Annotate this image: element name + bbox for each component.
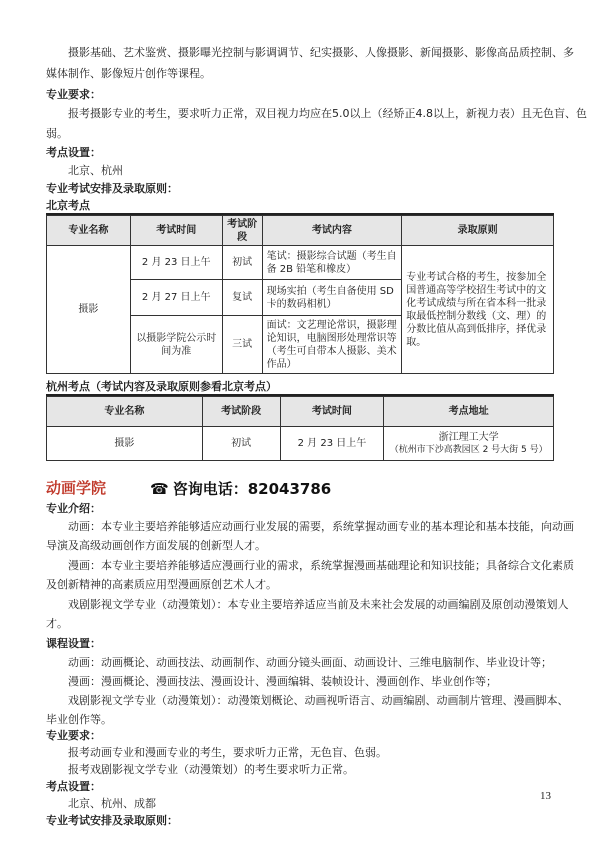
anim-site-text: 北京、杭州、成都 — [68, 797, 156, 810]
beijing-site-title: 北京考点 — [46, 199, 90, 212]
table-header-row — [47, 216, 554, 246]
course-line-2: 媒体制作、影像短片创作等课程。 — [46, 67, 211, 80]
beijing-exam-table — [46, 215, 554, 374]
photo-req-title: 专业要求： — [46, 88, 101, 101]
header-principle: 录取原则 — [402, 216, 554, 246]
table-row — [47, 246, 554, 280]
phone-line — [150, 478, 331, 499]
header-time: 考试时间 — [280, 397, 384, 427]
cell-content: 现场实拍（考生自备使用 SD 卡的数码相机） — [262, 280, 402, 316]
phone-label: 咨询电话： — [172, 480, 248, 498]
cell-stage: 复试 — [222, 280, 262, 316]
photo-site-title: 考点设置： — [46, 146, 101, 159]
cell-time: 以摄影学院公示时间为准 — [130, 316, 222, 374]
anim-req-title: 专业要求： — [46, 729, 101, 742]
anim-intro-line-4: 及创新精神的高素质应用型漫画原创艺术人才。 — [46, 578, 277, 591]
anim-intro-title: 专业介绍： — [46, 502, 101, 515]
cell-stage: 三试 — [222, 316, 262, 374]
header-major: 专业名称 — [47, 397, 203, 427]
table-header-row — [47, 397, 554, 427]
anim-intro-line-3: 漫画：本专业主要培养能够适应漫画行业的需求，系统掌握漫画基础理论和知识技能；具备综合文化素质 — [68, 559, 574, 572]
course-line-1: 摄影基础、艺术鉴赏、摄影曝光控制与影调调节、纪实摄影、人像摄影、新闻摄影、影像高品质控制、多 — [68, 46, 574, 59]
photo-exam-title: 专业考试安排及录取原则： — [46, 182, 178, 195]
cell-principle: 专业考试合格的考生，按参加全国普通高等学校招生考试中的文化考试成绩与所在省本科一批录取最低控制分数线（文、理）的分数比值从高到低排序，择优录取。 — [402, 246, 554, 374]
page-number: 13 — [540, 790, 551, 802]
school-title: 动画学院 — [46, 479, 107, 497]
photo-req-line-2: 弱。 — [46, 127, 68, 140]
hangzhou-site-title: 杭州考点（考试内容及录取原则参看北京考点） — [46, 380, 277, 393]
cell-address — [384, 427, 554, 461]
anim-course-line-3: 戏剧影视文学专业（动漫策划）：动漫策划概论、动画视听语言、动画编剧、动画制片管理、漫画脚本、 — [68, 694, 569, 707]
anim-intro-line-6: 才。 — [46, 617, 68, 630]
cell-time: 2 月 23 日上午 — [130, 246, 222, 280]
phone-number: 82043786 — [247, 480, 332, 498]
anim-course-title: 课程设置： — [46, 637, 101, 650]
header-major: 专业名称 — [47, 216, 131, 246]
anim-course-line-1: 动画：动画概论、动画技法、动画制作、动画分镜头画面、动画设计、三维电脑制作、毕业设计等； — [68, 656, 552, 669]
anim-req-line-1: 报考动画专业和漫画专业的考生，要求听力正常，无色盲、色弱。 — [68, 746, 387, 759]
cell-time: 2 月 27 日上午 — [130, 280, 222, 316]
photo-site-text: 北京、杭州 — [68, 164, 123, 177]
cell-content: 笔试：摄影综合试题（考生自备 2B 铅笔和橡皮） — [262, 246, 402, 280]
anim-intro-line-1: 动画：本专业主要培养能够适应动画行业发展的需要，系统掌握动画专业的基本理论和基本技能，向动画 — [68, 520, 574, 533]
address-detail: （杭州市下沙高教园区 2 号大街 5 号） — [389, 444, 548, 455]
cell-major: 摄影 — [47, 246, 131, 374]
anim-course-line-2: 漫画：漫画概论、漫画技法、漫画设计、漫画编辑、装帧设计、漫画创作、毕业创作等； — [68, 675, 497, 688]
header-time: 考试时间 — [130, 216, 222, 246]
anim-intro-line-5: 戏剧影视文学专业（动漫策划）：本专业主要培养适应当前及未来社会发展的动画编剧及原创动漫策划人 — [68, 598, 569, 611]
anim-req-line-2: 报考戏剧影视文学专业（动漫策划）的考生要求听力正常。 — [68, 763, 354, 776]
header-stage: 考试阶段 — [222, 216, 262, 246]
anim-site-title: 考点设置： — [46, 780, 101, 793]
anim-exam-title: 专业考试安排及录取原则： — [46, 814, 178, 827]
cell-content: 面试：文艺理论常识，摄影理论知识，电脑图形处理常识等（考生可自带本人摄影、美术作品） — [262, 316, 402, 374]
cell-stage: 初试 — [222, 246, 262, 280]
photo-req-line-1: 报考摄影专业的考生，要求听力正常，双目视力均应在5.0以上（经矫正4.8以上，新视力表）且无色盲、色 — [68, 107, 587, 120]
cell-stage: 初试 — [202, 427, 280, 461]
cell-time: 2 月 23 日上午 — [280, 427, 384, 461]
header-stage: 考试阶段 — [202, 397, 280, 427]
table-row — [47, 427, 554, 461]
phone-icon: ☎ — [150, 480, 169, 498]
hangzhou-exam-table — [46, 396, 554, 461]
address-name: 浙江理工大学 — [438, 431, 499, 443]
header-content: 考试内容 — [262, 216, 402, 246]
header-address: 考点地址 — [384, 397, 554, 427]
anim-intro-line-2: 导演及高级动画创作方面发展的创新型人才。 — [46, 539, 266, 552]
cell-major: 摄影 — [47, 427, 203, 461]
anim-course-line-4: 毕业创作等。 — [46, 713, 112, 726]
